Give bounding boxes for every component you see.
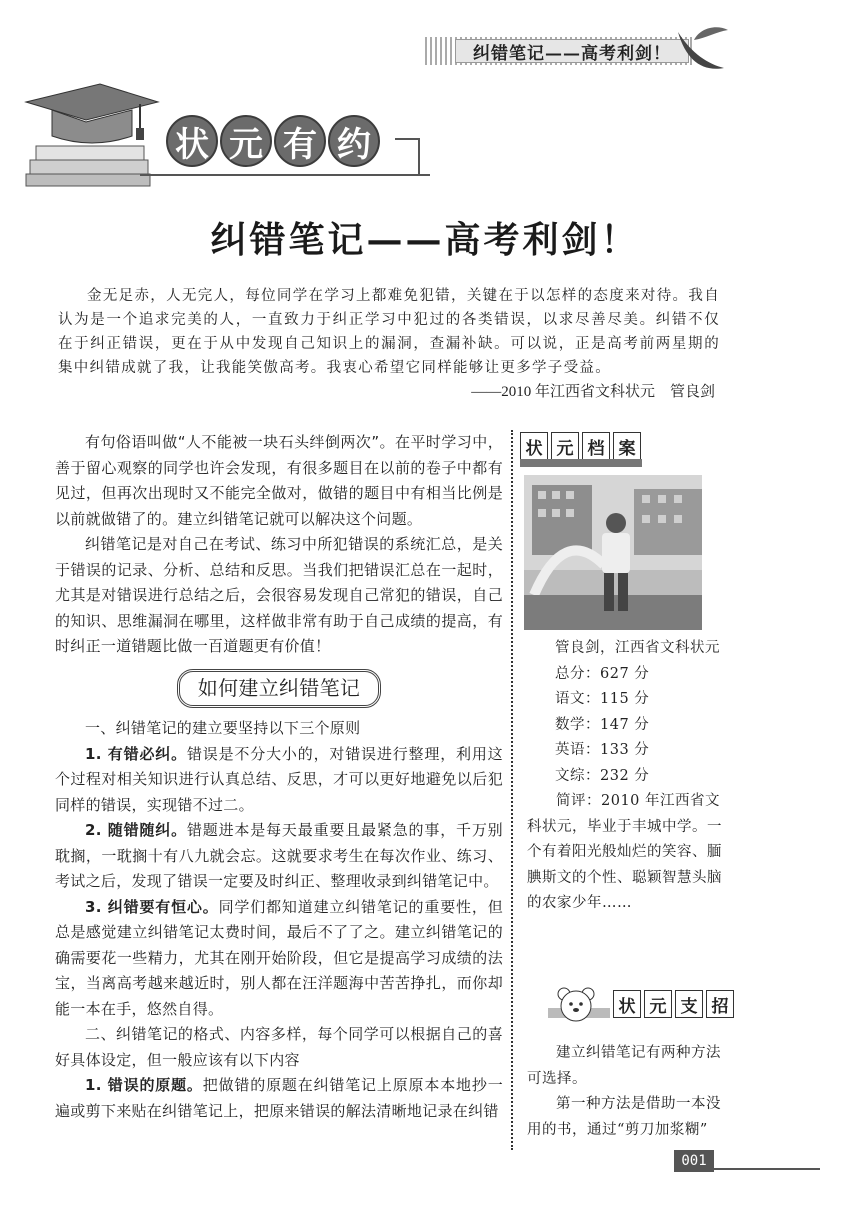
badge-char: 约 — [328, 115, 380, 167]
column-divider — [511, 430, 513, 1150]
badge-char: 状 — [166, 115, 218, 167]
body-paragraph: 纠错笔记是对自己在考试、练习中所犯错误的系统汇总，是关于错误的记录、分析、总结和反思。当我们把错误汇总在一起时，尤其是对错误进行总结之后，会很容易发现自己常犯的错误，自己的知识、思维漏洞在哪里，这样做非常有助于自己成绩的提高，有时纠正一道错题比做一百道题更有价值！ — [55, 535, 503, 655]
heading-char: 元 — [551, 432, 579, 460]
body-paragraph: 有句俗语叫做“人不能被一块石头绊倒两次”。在平时学习中，善于留心观察的同学也许会发现，有很多题目在以前的卷子中都有见过，但再次出现时又不能完全做对，做错的题目中有相当比例是以前就做错了的。建立纠错笔记就可以解决这个问题。 — [55, 433, 503, 528]
rule-paragraph — [55, 742, 503, 819]
rule-title: 3. 纠错要有恒心。 — [85, 897, 219, 916]
badge-char: 有 — [274, 115, 326, 167]
tips-heading — [548, 984, 734, 1024]
rule-text: 同学们都知道建立纠错笔记的重要性，但总是感觉建立纠错笔记太费时间，最后不了了之。建立纠错笔记的确需要花一些精力，尤其在刚开始阶段，但它是提高学习成绩的法宝，当离高考越来越近时，别人都在汪洋题海中苦苦挣扎，而你却能一本在手，悠然自得。 — [55, 897, 503, 1018]
score-line: 总分：627 分 — [555, 665, 650, 682]
rule-paragraph — [55, 895, 503, 1023]
heading-char: 支 — [675, 990, 703, 1018]
tip-paragraph: 第一种方法是借助一本没用的书，通过“剪刀加浆糊” — [527, 1096, 721, 1138]
section-heading: 二、纠错笔记的格式、内容多样，每个同学可以根据自己的喜好具体设定，但一般应该有以下内容 — [55, 1025, 503, 1069]
badge-underline — [140, 174, 430, 176]
tip-paragraph: 建立纠错笔记有两种方法可选择。 — [527, 1045, 721, 1087]
profile-name: 管良剑，江西省文科状元 — [555, 640, 720, 656]
page-number: 001 — [674, 1150, 714, 1172]
profile-heading — [520, 432, 644, 460]
profile-info — [527, 636, 727, 917]
profile-comment: 简评：2010 年江西省文科状元，毕业于丰城中学。一个有着阳光般灿烂的笑容、腼腆斯文的个性、聪颖智慧头脑的农家少年…… — [527, 793, 722, 911]
score-line: 英语：133 分 — [555, 742, 650, 758]
rule-title: 1. 错误的原题。 — [85, 1076, 203, 1094]
heading-underbar — [520, 459, 642, 467]
heading-char: 元 — [644, 990, 672, 1018]
leaf-ornament-icon — [672, 20, 732, 80]
main-column — [55, 430, 503, 1124]
student-photo — [524, 475, 702, 630]
score-line: 文综：232 分 — [555, 767, 650, 784]
score-line: 数学：147 分 — [555, 716, 650, 733]
badge-bracket-top — [395, 138, 420, 140]
rule-title: 1. 有错必纠。 — [85, 744, 187, 763]
header-label: 纠错笔记——高考利剑！ — [455, 39, 689, 63]
intro-signature: ——2010 年江西省文科状元 管良剑 — [471, 384, 715, 400]
heading-char: 招 — [706, 990, 734, 1018]
subtitle-frame — [55, 669, 503, 709]
intro-paragraph: 金无足赤，人无完人，每位同学在学习上都难免犯错，关键在于以怎样的态度来对待。我自认为是一个追求完美的人，一直致力于纠正学习中犯过的各类错误，以求尽善尽美。纠错不仅在于纠正错误，更在于从中发现自己知识上的漏洞，查漏补缺。可以说，正是高考前两星期的集中纠错成就了我，让我能笑傲高考。我衷心希望它同样能够让更多学子受益。 — [58, 288, 720, 376]
rule-paragraph — [55, 1073, 503, 1124]
section-heading: 一、纠错笔记的建立要坚持以下三个原则 — [85, 719, 361, 737]
score-line: 语文：115 分 — [555, 691, 650, 707]
tips-text — [527, 1041, 727, 1143]
badge-char: 元 — [220, 115, 272, 167]
heading-char: 档 — [582, 432, 610, 460]
heading-char: 状 — [613, 990, 641, 1018]
subtitle: 如何建立纠错笔记 — [177, 669, 381, 709]
badge-bracket — [418, 138, 420, 176]
article-title: 纠错笔记——高考利剑！ — [210, 219, 640, 261]
rule-text: 把做错的原题在纠错笔记上原原本本地抄一遍或剪下来贴在纠错笔记上，把原来错误的解法清晰地记录在纠错 — [55, 1076, 503, 1120]
section-badge — [166, 115, 380, 167]
bear-icon — [548, 984, 610, 1024]
rule-title: 2. 随错随纠。 — [85, 821, 187, 839]
rule-paragraph — [55, 818, 503, 895]
rule-text: 错误是不分大小的，对错误进行整理，利用这个过程对相关知识进行认真总结、反思，才可以更好地避免以后犯同样的错误，实现错不过二。 — [55, 744, 503, 814]
heading-char: 案 — [613, 432, 641, 460]
heading-char: 状 — [520, 432, 548, 460]
rule-text: 错题进本是每天最重要且最紧急的事，千万别耽搁，一耽搁十有八九就会忘。这就要求考生在每次作业、练习、考试之后，发现了错误一定要及时纠正、整理收录到纠错笔记中。 — [55, 821, 503, 890]
header-band — [425, 37, 693, 65]
